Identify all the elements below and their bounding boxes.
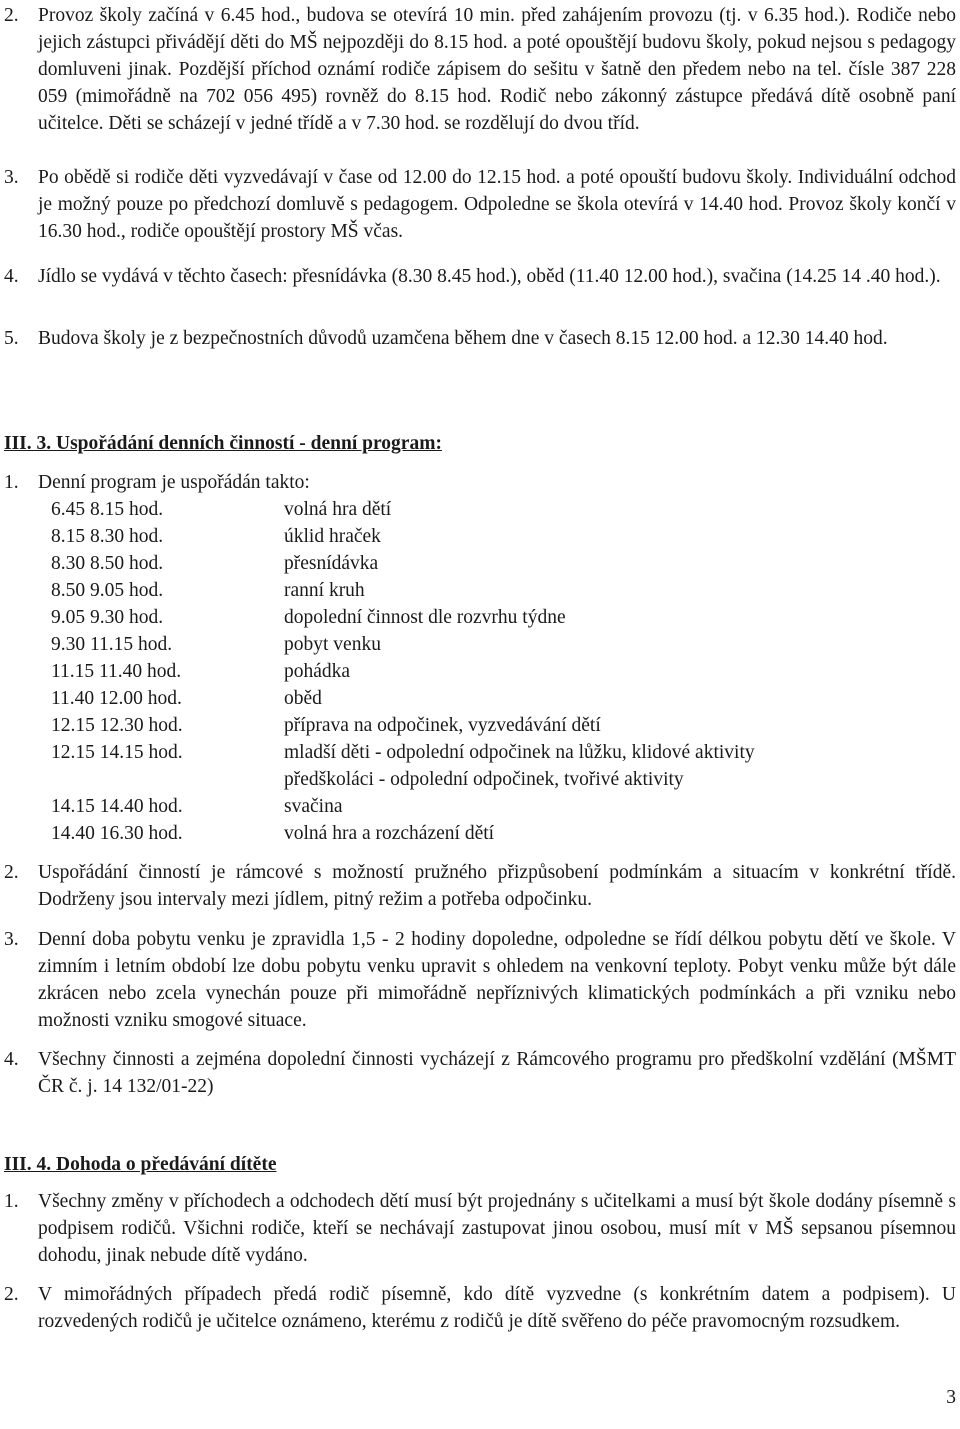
paragraph-framework xyxy=(4,859,956,913)
schedule-time: 8.30 8.50 hod. xyxy=(51,553,164,574)
item-text: Všechny činnosti a zejména dopolední činnosti vycházejí z Rámcového programu pro předškolní vzdělání (MŠMT ČR č. j. 14 132/01-22) xyxy=(38,1049,956,1097)
item-number: 5. xyxy=(4,328,19,349)
paragraph-outdoor-time xyxy=(4,926,956,1034)
item-text: Po obědě si rodiče děti vyzvedávají v čase od 12.00 do 12.15 hod. a poté opouští budovu školy. Individuální odchod je možný pouze po předchozí domluvě s pedagogem. Odpoledne se škola otevírá v 14.40 hod. Provoz školy končí v 16.30 hod., rodiče opouštějí prostory MŠ včas. xyxy=(38,167,956,242)
schedule-activity: mladší děti - odpolední odpočinek na lůžku, klidové aktivity xyxy=(284,742,755,763)
paragraph-exceptional-cases xyxy=(4,1281,956,1335)
item-text: V mimořádných případech předá rodič písemně, kdo dítě vyzvedne (s konkrétním datem a podpisem). U rozvedených rodičů je učitelce oznámeno, kterému z rodičů je dítě svěřeno do péče pravomocným rozsudkem. xyxy=(38,1284,956,1332)
schedule-time: 9.05 9.30 hod. xyxy=(51,607,164,628)
schedule-time: 11.15 11.40 hod. xyxy=(51,661,182,682)
schedule-activity: ranní kruh xyxy=(284,580,365,601)
item-text: Budova školy je z bezpečnostních důvodů uzamčena během dne v časech 8.15 12.00 hod. a 12.30 14.40 hod. xyxy=(38,328,888,349)
schedule-activity: úklid hraček xyxy=(284,526,381,547)
schedule-activity: pohádka xyxy=(284,661,351,682)
schedule-time: 8.15 8.30 hod. xyxy=(51,526,164,547)
paragraph-curriculum xyxy=(4,1046,956,1100)
schedule-activity: dopolední činnost dle rozvrhu týdne xyxy=(284,607,566,628)
schedule-activity: pobyt venku xyxy=(284,634,381,655)
paragraph-program-intro xyxy=(4,469,956,496)
page-number: 3 xyxy=(946,1387,956,1408)
item-number: 4. xyxy=(4,1049,19,1070)
schedule-activity: přesnídávka xyxy=(284,553,379,574)
schedule-time: 11.40 12.00 hod. xyxy=(51,688,182,709)
item-text: Všechny změny v příchodech a odchodech dětí musí být projednány s učitelkami a musí být škole dodány písemně s podpisem rodičů. Všichni rodiče, kteří se nechávají zastupovat jinou osobou, musí mít v MŠ sepsanou písemnou dohodu, jinak nebude dítě vydáno. xyxy=(38,1191,956,1266)
schedule-activity: svačina xyxy=(284,796,343,817)
schedule-time: 12.15 14.15 hod. xyxy=(51,742,183,763)
item-number: 1. xyxy=(4,472,19,493)
item-text: Denní doba pobytu venku je zpravidla 1,5 - 2 hodiny dopoledne, odpoledne se řídí délkou pobytu dětí ve škole. V zimním i letním období lze dobu pobytu venku upravit s ohledem na venkovní teploty. Pobyt venku může být dále zkrácen nebo zcela vynechán pouze při mimořádně nepříznivých klimatických podmínkách a při vzniku nebo možnosti vzniku smogové situace. xyxy=(38,929,956,1031)
paragraph-arrival-changes xyxy=(4,1188,956,1269)
item-number: 3. xyxy=(4,929,19,950)
schedule-activity: oběd xyxy=(284,688,322,709)
paragraph-pickup xyxy=(4,164,956,245)
schedule-time: 8.50 9.05 hod. xyxy=(51,580,164,601)
schedule-activity: volná hra dětí xyxy=(284,499,392,520)
schedule-activity: příprava na odpočinek, vyzvedávání dětí xyxy=(284,715,601,736)
schedule-activity: předškoláci - odpolední odpočinek, tvořivé aktivity xyxy=(284,769,684,790)
item-text: Denní program je uspořádán takto: xyxy=(38,472,310,493)
schedule-time: 9.30 11.15 hod. xyxy=(51,634,173,655)
paragraph-opening-hours xyxy=(4,2,956,137)
item-text: Provoz školy začíná v 6.45 hod., budova se otevírá 10 min. před zahájením provozu (tj. v 6.35 hod.). Rodiče nebo jejich zástupci přivádějí děti do MŠ nejpozději do 8.15 hod. a poté opouštějí budovu školy, pokud nejsou s pedagogy domluveni jinak. Pozdější příchod oznámí rodiče zápisem do sešitu v šatně den předem nebo na tel. čísle 387 228 059 (mimořádně na 702 056 495) rovněž do 8.15 hod. Rodič nebo zákonný zástupce předává dítě osobně paní učitelce. Děti se scházejí v jedné třídě a v 7.30 hod. se rozdělují do dvou tříd. xyxy=(38,5,956,134)
schedule-time: 6.45 8.15 hod. xyxy=(51,499,164,520)
paragraph-meal-times xyxy=(4,263,956,290)
item-number: 2. xyxy=(4,862,19,883)
schedule-time: 12.15 12.30 hod. xyxy=(51,715,183,736)
item-number: 1. xyxy=(4,1191,19,1212)
item-text: Jídlo se vydává v těchto časech: přesnídávka (8.30 8.45 hod.), oběd (11.40 12.00 hod.), svačina (14.25 14 .40 hod.). xyxy=(38,266,941,287)
section-heading-daily-program: III. 3. Uspořádání denních činností - denní program: xyxy=(4,433,442,454)
schedule-time: 14.15 14.40 hod. xyxy=(51,796,183,817)
section-heading-child-handover: III. 4. Dohoda o předávání dítěte xyxy=(4,1154,277,1175)
schedule-activity: volná hra a rozcházení dětí xyxy=(284,823,495,844)
item-text: Uspořádání činností je rámcové s možností pružného přizpůsobení podmínkám a situacím v konkrétní třídě. Dodrženy jsou intervaly mezi jídlem, pitný režim a potřeba odpočinku. xyxy=(38,862,956,910)
item-number: 2. xyxy=(4,1284,19,1305)
item-number: 4. xyxy=(4,266,19,287)
item-number: 3. xyxy=(4,167,19,188)
schedule-time: 14.40 16.30 hod. xyxy=(51,823,183,844)
paragraph-building-locked xyxy=(4,325,956,352)
item-number: 2. xyxy=(4,5,19,26)
